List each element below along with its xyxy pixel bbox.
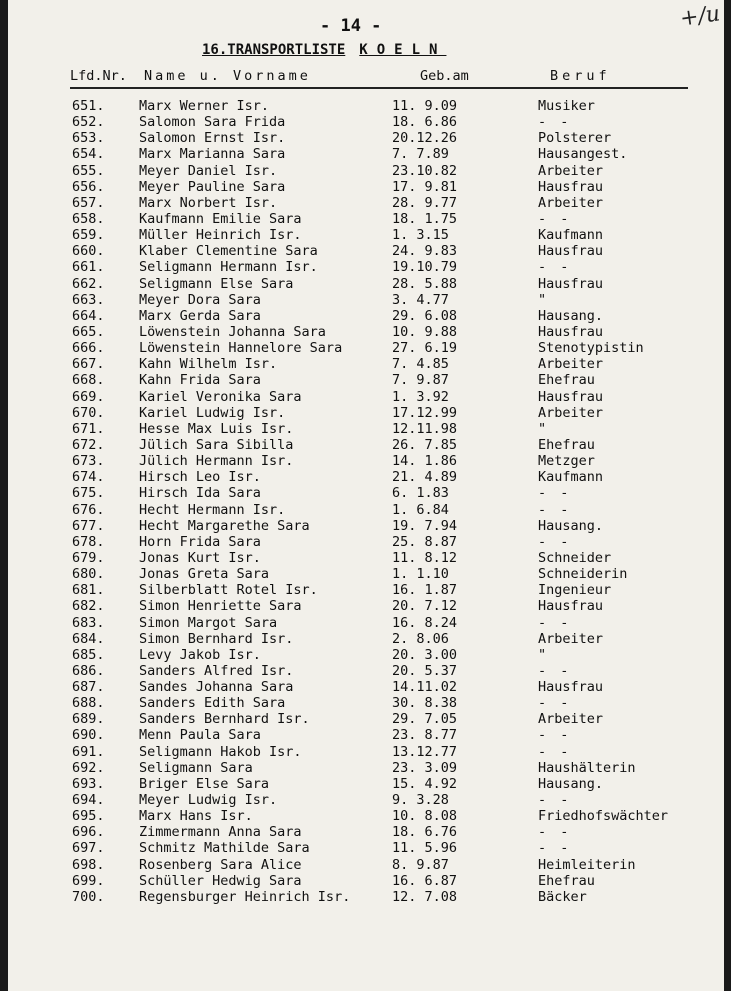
row-occupation: Arbeiter <box>538 194 604 211</box>
table-row <box>8 792 724 808</box>
row-number: 665. <box>72 323 105 340</box>
row-name: Horn Frida Sara <box>139 533 261 550</box>
row-name: Kariel Veronika Sara <box>139 388 302 405</box>
table-row <box>8 227 724 243</box>
row-occupation: Arbeiter <box>538 162 604 179</box>
row-occupation: Ehefrau <box>538 872 595 889</box>
table-header <box>70 68 690 88</box>
row-birthdate: 25. 8.87 <box>392 533 458 550</box>
table-row <box>8 744 724 760</box>
row-occupation: Ehefrau <box>538 372 595 389</box>
table-row <box>8 663 724 679</box>
row-birthdate: 16. 1.87 <box>392 582 458 599</box>
row-number: 676. <box>72 501 105 518</box>
row-number: 697. <box>72 840 105 857</box>
row-occupation: - - <box>538 485 572 502</box>
row-occupation: - - <box>538 501 572 518</box>
row-number: 669. <box>72 388 105 405</box>
row-occupation: - - <box>538 743 572 760</box>
row-birthdate: 23.10.82 <box>392 162 458 179</box>
row-name: Jonas Kurt Isr. <box>139 549 261 566</box>
table-row <box>8 372 724 388</box>
table-row <box>8 518 724 534</box>
row-number: 672. <box>72 436 105 453</box>
row-birthdate: 29. 7.05 <box>392 711 458 728</box>
row-name: Hecht Hermann Isr. <box>139 501 286 518</box>
table-row <box>8 421 724 437</box>
row-occupation: Hausfrau <box>538 598 604 615</box>
row-number: 655. <box>72 162 105 179</box>
table-row <box>8 292 724 308</box>
table-row <box>8 873 724 889</box>
row-birthdate: 21. 4.89 <box>392 469 458 486</box>
row-birthdate: 28. 5.88 <box>392 275 458 292</box>
row-occupation: - - <box>538 614 572 631</box>
table-row <box>8 469 724 485</box>
row-name: Sandes Johanna Sara <box>139 679 294 696</box>
row-occupation: " <box>538 291 547 308</box>
row-occupation: Hausang. <box>538 517 604 534</box>
row-occupation: Schneiderin <box>538 566 628 583</box>
table-row <box>8 679 724 695</box>
row-number: 656. <box>72 178 105 195</box>
row-number: 698. <box>72 856 105 873</box>
row-occupation: Hausfrau <box>538 178 604 195</box>
row-birthdate: 17. 9.81 <box>392 178 458 195</box>
row-number: 696. <box>72 824 105 841</box>
row-birthdate: 28. 9.77 <box>392 194 458 211</box>
row-name: Jonas Greta Sara <box>139 566 270 583</box>
row-name: Seligmann Else Sara <box>139 275 294 292</box>
row-occupation: - - <box>538 824 572 841</box>
row-number: 699. <box>72 872 105 889</box>
row-name: Hirsch Leo Isr. <box>139 469 261 486</box>
table-row <box>8 889 724 905</box>
row-name: Meyer Ludwig Isr. <box>139 792 278 809</box>
row-number: 678. <box>72 533 105 550</box>
row-number: 660. <box>72 243 105 260</box>
row-name: Salomon Sara Frida <box>139 114 286 131</box>
row-occupation: Ehefrau <box>538 436 595 453</box>
row-number: 668. <box>72 372 105 389</box>
row-number: 689. <box>72 711 105 728</box>
row-birthdate: 15. 4.92 <box>392 775 458 792</box>
row-occupation: Stenotypistin <box>538 340 644 357</box>
row-name: Schmitz Mathilde Sara <box>139 840 310 857</box>
row-number: 679. <box>72 549 105 566</box>
row-name: Menn Paula Sara <box>139 727 261 744</box>
row-occupation: Hausangest. <box>538 146 628 163</box>
row-birthdate: 20. 5.37 <box>392 662 458 679</box>
row-birthdate: 14.11.02 <box>392 679 458 696</box>
row-name: Marx Werner Isr. <box>139 98 270 114</box>
row-birthdate: 30. 8.38 <box>392 695 458 712</box>
row-name: Silberblatt Rotel Isr. <box>139 582 318 599</box>
row-number: 687. <box>72 679 105 696</box>
document-page <box>8 0 724 991</box>
row-birthdate: 18. 6.86 <box>392 114 458 131</box>
row-occupation: Metzger <box>538 453 595 470</box>
row-name: Hirsch Ida Sara <box>139 485 261 502</box>
row-number: 658. <box>72 210 105 227</box>
row-number: 673. <box>72 453 105 470</box>
row-number: 690. <box>72 727 105 744</box>
row-name: Marx Gerda Sara <box>139 307 261 324</box>
title-prefix: 16.TRANSPORTLISTE <box>202 42 346 58</box>
row-name: Kariel Ludwig Isr. <box>139 404 286 421</box>
row-birthdate: 7. 7.89 <box>392 146 449 163</box>
row-occupation: Hausfrau <box>538 388 604 405</box>
row-name: Seligmann Hermann Isr. <box>139 259 318 276</box>
row-birthdate: 1. 1.10 <box>392 566 449 583</box>
row-birthdate: 2. 8.06 <box>392 630 449 647</box>
row-name: Sanders Bernhard Isr. <box>139 711 310 728</box>
row-name: Hecht Margarethe Sara <box>139 517 310 534</box>
row-birthdate: 1. 3.92 <box>392 388 449 405</box>
table-row <box>8 259 724 275</box>
row-occupation: " <box>538 420 547 437</box>
row-number: 686. <box>72 662 105 679</box>
row-occupation: Hausfrau <box>538 275 604 292</box>
row-occupation: Arbeiter <box>538 356 604 373</box>
row-number: 651. <box>72 98 105 114</box>
transport-list <box>8 98 724 905</box>
handwritten-corner-mark: +/u <box>678 1 722 32</box>
row-occupation: - - <box>538 533 572 550</box>
row-occupation: - - <box>538 840 572 857</box>
row-name: Klaber Clementine Sara <box>139 243 318 260</box>
row-birthdate: 11. 5.96 <box>392 840 458 857</box>
row-number: 688. <box>72 695 105 712</box>
row-birthdate: 23. 3.09 <box>392 759 458 776</box>
row-occupation: - - <box>538 792 572 809</box>
row-name: Kahn Frida Sara <box>139 372 261 389</box>
row-occupation: Hausfrau <box>538 323 604 340</box>
row-name: Marx Hans Isr. <box>139 808 253 825</box>
header-beruf: Beruf <box>550 68 611 84</box>
row-birthdate: 20.12.26 <box>392 130 458 147</box>
row-occupation: Arbeiter <box>538 711 604 728</box>
row-name: Rosenberg Sara Alice <box>139 856 302 873</box>
row-birthdate: 20. 7.12 <box>392 598 458 615</box>
table-row <box>8 550 724 566</box>
row-number: 695. <box>72 808 105 825</box>
row-birthdate: 17.12.99 <box>392 404 458 421</box>
row-name: Jülich Sara Sibilla <box>139 436 294 453</box>
row-number: 677. <box>72 517 105 534</box>
row-name: Sanders Edith Sara <box>139 695 286 712</box>
table-row <box>8 146 724 162</box>
table-row <box>8 276 724 292</box>
row-birthdate: 11. 9.09 <box>392 98 458 114</box>
row-birthdate: 10. 9.88 <box>392 323 458 340</box>
row-number: 684. <box>72 630 105 647</box>
row-name: Meyer Pauline Sara <box>139 178 286 195</box>
table-row <box>8 615 724 631</box>
row-birthdate: 19.10.79 <box>392 259 458 276</box>
row-name: Simon Margot Sara <box>139 614 278 631</box>
row-birthdate: 1. 6.84 <box>392 501 449 518</box>
row-birthdate: 10. 8.08 <box>392 808 458 825</box>
row-number: 681. <box>72 582 105 599</box>
table-row <box>8 98 724 114</box>
row-name: Marx Marianna Sara <box>139 146 286 163</box>
row-birthdate: 18. 1.75 <box>392 210 458 227</box>
table-row <box>8 808 724 824</box>
row-birthdate: 13.12.77 <box>392 743 458 760</box>
row-birthdate: 12.11.98 <box>392 420 458 437</box>
table-row <box>8 776 724 792</box>
row-occupation: Kaufmann <box>538 469 604 486</box>
table-row <box>8 211 724 227</box>
table-row <box>8 727 724 743</box>
row-occupation: Arbeiter <box>538 630 604 647</box>
row-name: Meyer Dora Sara <box>139 291 261 308</box>
table-row <box>8 195 724 211</box>
row-occupation: Friedhofswächter <box>538 808 669 825</box>
table-row <box>8 711 724 727</box>
row-occupation: Heimleiterin <box>538 856 636 873</box>
table-row <box>8 695 724 711</box>
row-number: 652. <box>72 114 105 131</box>
row-name: Jülich Hermann Isr. <box>139 453 294 470</box>
row-number: 682. <box>72 598 105 615</box>
table-row <box>8 566 724 582</box>
row-birthdate: 11. 8.12 <box>392 549 458 566</box>
table-row <box>8 389 724 405</box>
row-name: Löwenstein Johanna Sara <box>139 323 326 340</box>
row-birthdate: 9. 3.28 <box>392 792 449 809</box>
row-number: 664. <box>72 307 105 324</box>
row-name: Kahn Wilhelm Isr. <box>139 356 278 373</box>
row-name: Seligmann Sara <box>139 759 253 776</box>
row-occupation: - - <box>538 259 572 276</box>
row-number: 671. <box>72 420 105 437</box>
table-row <box>8 324 724 340</box>
row-number: 691. <box>72 743 105 760</box>
row-name: Simon Bernhard Isr. <box>139 630 294 647</box>
table-row <box>8 534 724 550</box>
row-birthdate: 14. 1.86 <box>392 453 458 470</box>
row-occupation: Hausfrau <box>538 679 604 696</box>
row-name: Levy Jakob Isr. <box>139 646 261 663</box>
row-occupation: - - <box>538 727 572 744</box>
row-number: 663. <box>72 291 105 308</box>
row-occupation: Hausang. <box>538 775 604 792</box>
table-row <box>8 308 724 324</box>
title-city: KOELN <box>359 42 447 58</box>
row-number: 667. <box>72 356 105 373</box>
table-row <box>8 760 724 776</box>
row-number: 692. <box>72 759 105 776</box>
table-row <box>8 437 724 453</box>
row-name: Simon Henriette Sara <box>139 598 302 615</box>
row-number: 675. <box>72 485 105 502</box>
row-name: Müller Heinrich Isr. <box>139 227 302 244</box>
row-birthdate: 24. 9.83 <box>392 243 458 260</box>
row-birthdate: 23. 8.77 <box>392 727 458 744</box>
table-row <box>8 857 724 873</box>
table-row <box>8 840 724 856</box>
row-birthdate: 7. 4.85 <box>392 356 449 373</box>
row-birthdate: 26. 7.85 <box>392 436 458 453</box>
row-occupation: Arbeiter <box>538 404 604 421</box>
row-name: Salomon Ernst Isr. <box>139 130 286 147</box>
row-number: 674. <box>72 469 105 486</box>
row-birthdate: 1. 3.15 <box>392 227 449 244</box>
row-occupation: Hausang. <box>538 307 604 324</box>
table-row <box>8 405 724 421</box>
row-number: 654. <box>72 146 105 163</box>
row-name: Briger Else Sara <box>139 775 270 792</box>
row-occupation: - - <box>538 662 572 679</box>
row-occupation: Musiker <box>538 98 595 114</box>
row-occupation: Hausfrau <box>538 243 604 260</box>
row-occupation: Haushälterin <box>538 759 636 776</box>
page-number: - 14 - <box>320 16 382 36</box>
row-birthdate: 29. 6.08 <box>392 307 458 324</box>
row-name: Löwenstein Hannelore Sara <box>139 340 343 357</box>
row-number: 666. <box>72 340 105 357</box>
table-row <box>8 582 724 598</box>
row-name: Meyer Daniel Isr. <box>139 162 278 179</box>
row-birthdate: 20. 3.00 <box>392 646 458 663</box>
row-number: 685. <box>72 646 105 663</box>
table-row <box>8 356 724 372</box>
row-number: 653. <box>72 130 105 147</box>
table-row <box>8 824 724 840</box>
row-number: 670. <box>72 404 105 421</box>
table-row <box>8 453 724 469</box>
row-birthdate: 16. 8.24 <box>392 614 458 631</box>
header-geb: Geb.am <box>420 68 469 84</box>
row-name: Kaufmann Emilie Sara <box>139 210 302 227</box>
row-birthdate: 12. 7.08 <box>392 888 458 905</box>
row-occupation: " <box>538 646 547 663</box>
row-birthdate: 3. 4.77 <box>392 291 449 308</box>
row-name: Schüller Hedwig Sara <box>139 872 302 889</box>
row-name: Marx Norbert Isr. <box>139 194 278 211</box>
row-occupation: Kaufmann <box>538 227 604 244</box>
row-number: 683. <box>72 614 105 631</box>
row-birthdate: 18. 6.76 <box>392 824 458 841</box>
row-name: Regensburger Heinrich Isr. <box>139 888 351 905</box>
row-number: 694. <box>72 792 105 809</box>
row-name: Hesse Max Luis Isr. <box>139 420 294 437</box>
row-number: 657. <box>72 194 105 211</box>
row-occupation: - - <box>538 695 572 712</box>
row-name: Seligmann Hakob Isr. <box>139 743 302 760</box>
row-birthdate: 27. 6.19 <box>392 340 458 357</box>
row-number: 661. <box>72 259 105 276</box>
table-row <box>8 243 724 259</box>
table-row <box>8 340 724 356</box>
table-row <box>8 502 724 518</box>
row-birthdate: 8. 9.87 <box>392 856 449 873</box>
row-occupation: Ingenieur <box>538 582 612 599</box>
row-birthdate: 16. 6.87 <box>392 872 458 889</box>
table-row <box>8 631 724 647</box>
table-row <box>8 598 724 614</box>
table-row <box>8 130 724 146</box>
row-birthdate: 6. 1.83 <box>392 485 449 502</box>
header-nr: Lfd.Nr. <box>70 68 127 84</box>
row-birthdate: 19. 7.94 <box>392 517 458 534</box>
row-occupation: Bäcker <box>538 888 587 905</box>
row-occupation: - - <box>538 114 572 131</box>
row-occupation: Polsterer <box>538 130 612 147</box>
table-row <box>8 485 724 501</box>
table-row <box>8 163 724 179</box>
header-name: Name u. Vorname <box>144 68 311 84</box>
row-occupation: - - <box>538 210 572 227</box>
row-name: Zimmermann Anna Sara <box>139 824 302 841</box>
row-birthdate: 7. 9.87 <box>392 372 449 389</box>
page-title <box>202 42 446 58</box>
row-name: Sanders Alfred Isr. <box>139 662 294 679</box>
header-divider <box>70 87 688 89</box>
row-number: 659. <box>72 227 105 244</box>
row-number: 662. <box>72 275 105 292</box>
table-row <box>8 114 724 130</box>
table-row <box>8 179 724 195</box>
row-occupation: Schneider <box>538 549 612 566</box>
table-row <box>8 647 724 663</box>
row-number: 700. <box>72 888 105 905</box>
row-number: 680. <box>72 566 105 583</box>
row-number: 693. <box>72 775 105 792</box>
